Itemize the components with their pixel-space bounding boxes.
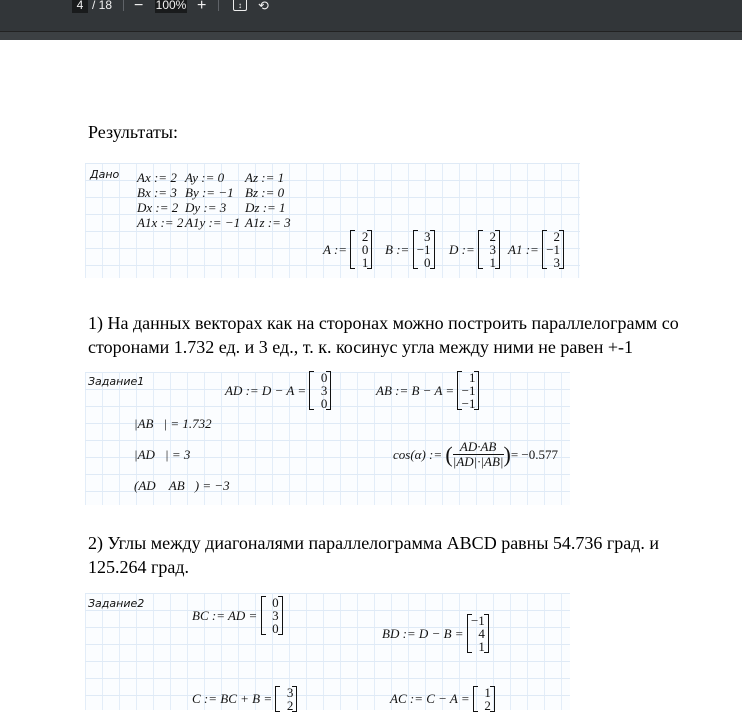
given-label: Дано xyxy=(90,168,120,181)
paragraph-1: 1) На данных векторах как на сторонах можно построить параллелограмм со сторонами 1.732 ед. и 3 ед., т. к. косинус угла между ними не равен +-1 xyxy=(88,313,679,357)
zoom-in-button[interactable] xyxy=(197,0,206,13)
vector-value: 2 xyxy=(553,229,561,244)
given-cell: Az := 1 xyxy=(245,170,285,185)
vector-value: 3 xyxy=(272,608,279,623)
abs-ab: |AB⃗| = 1.732 xyxy=(134,416,212,431)
vector-value: 1 xyxy=(489,255,496,270)
rotate-button[interactable] xyxy=(258,0,269,13)
ad-expr xyxy=(225,371,331,410)
rotate-icon: ⟲ xyxy=(258,0,269,13)
expr: BD := D − B = xyxy=(382,625,464,641)
vector-name: B := xyxy=(385,241,410,257)
given-cell: Bz := 0 xyxy=(245,185,285,200)
expr: BC := AD = xyxy=(192,607,258,623)
page-number-input[interactable]: 4 xyxy=(72,0,88,13)
cos-lhs: cos(α) := xyxy=(393,446,443,462)
expr: AB := B − A = xyxy=(376,382,455,398)
ab-expr xyxy=(376,371,479,410)
vector-value: 3 xyxy=(424,229,431,244)
zoom-level-input[interactable]: 100% xyxy=(155,0,187,12)
ac-expr xyxy=(390,686,495,712)
given-cell: Dx := 2 xyxy=(137,200,179,215)
task2-label: Задание2 xyxy=(88,597,145,610)
vector-value: 2 xyxy=(286,698,294,713)
given-cell: Ay := 0 xyxy=(185,170,225,185)
given-cell: Dy := 3 xyxy=(185,200,227,215)
vector-value: 3 xyxy=(286,685,294,700)
cos-formula: cos(α) := ( $\frac{AD\cdot AB}{|AD|\cdot|AB|}$ ) = −0.577 xyxy=(393,439,559,469)
vector-value: 0 xyxy=(272,595,279,610)
c-expr xyxy=(192,686,297,712)
vector-value: 3 xyxy=(320,383,328,398)
plus-icon: + xyxy=(197,0,207,14)
given-values xyxy=(137,170,291,230)
given-cell: Bx := 3 xyxy=(137,185,177,200)
vector-D xyxy=(449,230,500,269)
vector-value: 2 xyxy=(489,229,496,244)
results-heading: Результаты: xyxy=(88,122,178,142)
vector-value: −1 xyxy=(470,613,485,628)
vector-value: −1 xyxy=(416,242,431,257)
vector-value: 1 xyxy=(478,639,485,654)
vector-value: 3 xyxy=(489,242,496,257)
vector-value: −1 xyxy=(461,396,476,411)
vector-value: 3 xyxy=(553,255,561,270)
vector-name: A := xyxy=(323,241,348,257)
divider xyxy=(218,0,219,11)
divider xyxy=(123,0,124,11)
vector-A xyxy=(323,230,372,269)
given-cell: Ax := 2 xyxy=(137,170,177,185)
zoom-out-button[interactable] xyxy=(134,0,143,13)
given-cell: By := −1 xyxy=(185,185,234,200)
fraction-denominator: |AD|·|AB| xyxy=(452,454,504,469)
pdf-toolbar xyxy=(0,0,742,31)
vector-B xyxy=(385,230,435,269)
vector-value: 1 xyxy=(484,685,491,700)
task1-label: Задание1 xyxy=(88,375,145,388)
fit-page-icon: ↕ xyxy=(238,1,242,10)
vector-value: 2 xyxy=(361,229,369,244)
dot-product: (AD⃗ AB⃗) = −3 xyxy=(134,478,230,493)
vector-A1 xyxy=(508,230,564,269)
vector-value: −1 xyxy=(546,242,561,257)
paragraph-2: 2) Углы между диагоналями параллелограмма ABCD равны 54.736 град. и 125.264 град. xyxy=(88,533,660,577)
cos-result: = −0.577 xyxy=(510,446,559,462)
given-cell: A1y := −1 xyxy=(185,215,241,230)
vector-value: 0 xyxy=(361,242,369,257)
fit-page-button[interactable] xyxy=(233,0,247,11)
vector-name: D := xyxy=(449,241,475,257)
given-cell: A1z := 3 xyxy=(245,215,291,230)
expr: C := BC + B = xyxy=(192,691,273,706)
given-cell: Dz := 1 xyxy=(245,200,286,215)
vector-name: A1 := xyxy=(508,241,539,257)
abs-ad: |AD⃗| = 3 xyxy=(134,447,191,462)
vector-value: 0 xyxy=(320,370,328,385)
expr: AC := C − A = xyxy=(390,691,470,706)
minus-icon: − xyxy=(134,0,144,14)
vector-value: 0 xyxy=(320,396,328,411)
vector-value: 1 xyxy=(361,255,369,270)
vector-value: 2 xyxy=(484,698,491,713)
expr: AD := D − A = xyxy=(225,382,307,398)
vector-value: −1 xyxy=(461,383,476,398)
vector-value: 4 xyxy=(478,626,485,641)
vector-value: 0 xyxy=(272,621,279,636)
given-cell: A1x := 2 xyxy=(137,215,184,230)
vector-value: 1 xyxy=(468,370,476,385)
bd-expr xyxy=(382,614,489,653)
page-total: / 18 xyxy=(92,0,113,12)
task2-block xyxy=(85,593,570,713)
bc-expr xyxy=(192,596,283,635)
fraction-numerator: AD·AB xyxy=(459,439,497,454)
vector-value: 0 xyxy=(424,255,431,270)
